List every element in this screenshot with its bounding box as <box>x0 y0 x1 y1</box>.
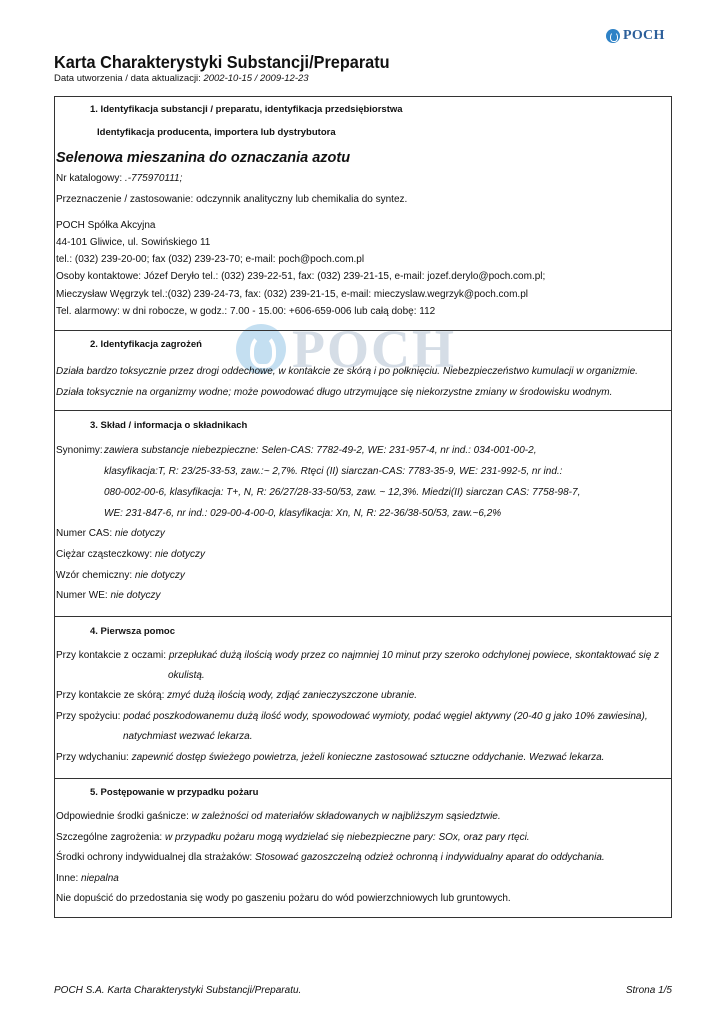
dates-label: Data utworzenia / data aktualizacji: <box>54 73 201 84</box>
section-5-heading: 5. Postępowanie w przypadku pożaru <box>90 787 259 798</box>
section-divider <box>54 330 672 331</box>
ext-label: Odpowiednie środki gaśnicze: <box>56 811 189 822</box>
section-divider <box>54 410 672 411</box>
synonyms-line <box>104 508 501 520</box>
first-aid-ingestion-cont <box>123 731 253 743</box>
ppe-value: Stosować gazoszczelną odzież ochronną i indywidualny aparat do oddychania. <box>252 852 605 863</box>
hazard-line <box>56 387 612 399</box>
watermark-text: POCH <box>292 319 456 379</box>
fire-hazards <box>56 832 530 844</box>
synonyms-text: 080-002-00-6, klasyfikacja: T+, N, R: 26/27/28-33-50/53, zaw. ~ 12,3%. Miedzi(II) siarczan CAS: 7758-98-7, <box>104 487 581 498</box>
synonyms-text: WE: 231-847-6, nr ind.: 029-00-4-00-0, klasyfikacja: Xn, N, R: 22-36/38-50/53, zaw.~6,2% <box>104 508 502 519</box>
usage-line: Przeznaczenie / zastosowanie: odczynnik analityczny lub chemikalia do syntez. <box>56 194 408 205</box>
section-2-heading: 2. Identyfikacja zagrożeń <box>90 339 202 350</box>
cas-value: nie dotyczy <box>112 528 165 539</box>
document-title: Karta Charakterystyki Substancji/Preparatu <box>54 52 390 72</box>
section-1-subheading: Identyfikacja producenta, importera lub dystrybutora <box>97 127 336 138</box>
mass-label: Ciężar cząsteczkowy: <box>56 549 153 560</box>
fire-other <box>56 873 119 885</box>
company-line: POCH Spółka Akcyjna <box>56 220 156 231</box>
section-divider <box>54 616 672 617</box>
formula-label: Wzór chemiczny: <box>56 570 133 581</box>
hazard-text: Działa toksycznie na organizmy wodne; może powodować długo utrzymujące się niekorzystne zmiany w środowisku wodnym. <box>56 387 613 398</box>
skin-label: Przy kontakcie ze skórą: <box>56 690 165 701</box>
synonyms-text: zawiera substancje niebezpieczne: Selen-CAS: 7782-49-2, WE: 231-957-4, nr ind.: 034-001-00-2, <box>104 445 537 456</box>
ingest-cont: natychmiast wezwać lekarza. <box>123 731 253 742</box>
chemical-formula <box>56 570 185 582</box>
synonyms-line <box>104 445 536 457</box>
ingest-label: Przy spożyciu: <box>56 711 121 722</box>
ext-value: w zależności od materiałów składowanych w najbliższym sąsiedztwie. <box>188 811 501 822</box>
synonyms-text: klasyfikacja:T, R: 23/25-33-53, zaw.:~ 2,7%. Rtęci (II) siarczan-CAS: 7783-35-9, WE: 231-992-5, nr ind.: <box>104 466 563 477</box>
catalog-label: Nr katalogowy: <box>56 173 123 184</box>
eyes-label: Przy kontakcie z oczami: <box>56 650 167 661</box>
molecular-mass <box>56 549 205 561</box>
other-value: niepalna <box>78 873 119 884</box>
haz-label: Szczególne zagrożenia: <box>56 832 163 843</box>
first-aid-inhalation <box>56 752 604 764</box>
company-line: 44-101 Gliwice, ul. Sowińskiego 11 <box>56 237 211 248</box>
ingest-value: podać poszkodowanemu dużą ilość wody, spowodować wymioty, podać węgiel aktywny (20-40 g jako 10% zawiesina), <box>120 711 648 722</box>
poch-logo <box>606 28 665 44</box>
ppe-label: Środki ochrony indywidualnej dla strażaków: <box>56 852 253 863</box>
poch-logo-icon <box>606 29 620 43</box>
product-name: Selenowa mieszanina do oznaczania azotu <box>56 150 351 166</box>
company-line: Tel. alarmowy: w dni robocze, w godz.: 7.00 - 15.00: +606-659-006 lub całą dobę: 112 <box>56 306 436 317</box>
section-1-heading: 1. Identyfikacja substancji / preparatu, identyfikacja przedsiębiorstwa <box>90 104 403 115</box>
cas-number <box>56 528 165 540</box>
first-aid-eyes-cont <box>168 670 205 682</box>
synonyms-line <box>104 487 580 499</box>
synonyms-label: Synonimy: <box>56 445 103 456</box>
document-dates <box>54 73 309 84</box>
catalog-number <box>56 173 182 185</box>
section-3-heading: 3. Skład / informacja o składnikach <box>90 420 248 431</box>
catalog-value: .-775970111; <box>122 173 183 184</box>
dates-value: 2002-10-15 / 2009-12-23 <box>203 73 309 84</box>
inhale-value: zapewnić dostęp świeżego powietrza, jeżeli konieczne zastosować sztuczne oddychanie. Wezwać lekarza. <box>128 752 605 763</box>
haz-value: w przypadku pożaru mogą wydzielać się niebezpieczne pary: SOx, oraz pary rtęci. <box>162 832 530 843</box>
section-4-heading: 4. Pierwsza pomoc <box>90 626 176 637</box>
fire-extinguishing <box>56 811 501 823</box>
first-aid-ingestion <box>56 711 648 723</box>
company-line: Osoby kontaktowe: Józef Deryło tel.: (032) 239-22-51, fax: (032) 239-21-15, e-mail: jozef.derylo@poch.com.pl; <box>56 271 546 282</box>
firefighter-protection <box>56 852 605 864</box>
eyes-cont: okulistą. <box>168 670 205 681</box>
inhale-label: Przy wdychaniu: <box>56 752 129 763</box>
company-line: Mieczysław Węgrzyk tel.:(032) 239-24-73, fax: (032) 239-21-15, e-mail: mieczyslaw.wegrzyk@poch.com.pl <box>56 289 528 300</box>
mass-value: nie dotyczy <box>152 549 205 560</box>
section-divider <box>54 778 672 779</box>
formula-value: nie dotyczy <box>132 570 185 581</box>
we-value: nie dotyczy <box>107 590 161 601</box>
eyes-value: przepłukać dużą ilością wody przez co najmniej 10 minut przy szeroko odchylonej powiece, skontaktować się z <box>166 650 660 661</box>
other-label: Inne: <box>56 873 79 884</box>
poch-logo-text: POCH <box>623 28 665 43</box>
cas-label: Numer CAS: <box>56 528 113 539</box>
synonyms-line <box>104 466 562 478</box>
we-number <box>56 590 160 602</box>
first-aid-skin <box>56 690 417 702</box>
footer-page-number: Strona 1/5 <box>625 985 672 996</box>
first-aid-eyes <box>56 650 659 662</box>
hazard-line <box>56 366 638 378</box>
we-label: Numer WE: <box>56 590 108 601</box>
skin-value: zmyć dużą ilością wody, zdjąć zanieczyszczone ubranie. <box>164 690 418 701</box>
fire-water-note: Nie dopuścić do przedostania się wody po gaszeniu pożaru do wód powierzchniowych lub gruntowych. <box>56 893 511 904</box>
company-line: tel.: (032) 239-20-00; fax (032) 239-23-70; e-mail: poch@poch.com.pl <box>56 254 365 265</box>
footer-document-name: POCH S.A. Karta Charakterystyki Substancji/Preparatu. <box>54 985 302 996</box>
hazard-text: Działa bardzo toksycznie przez drogi oddechowe, w kontakcie ze skórą i po połknięciu. Niebezpieczeństwo kumulacji w organizmie. <box>56 366 638 377</box>
